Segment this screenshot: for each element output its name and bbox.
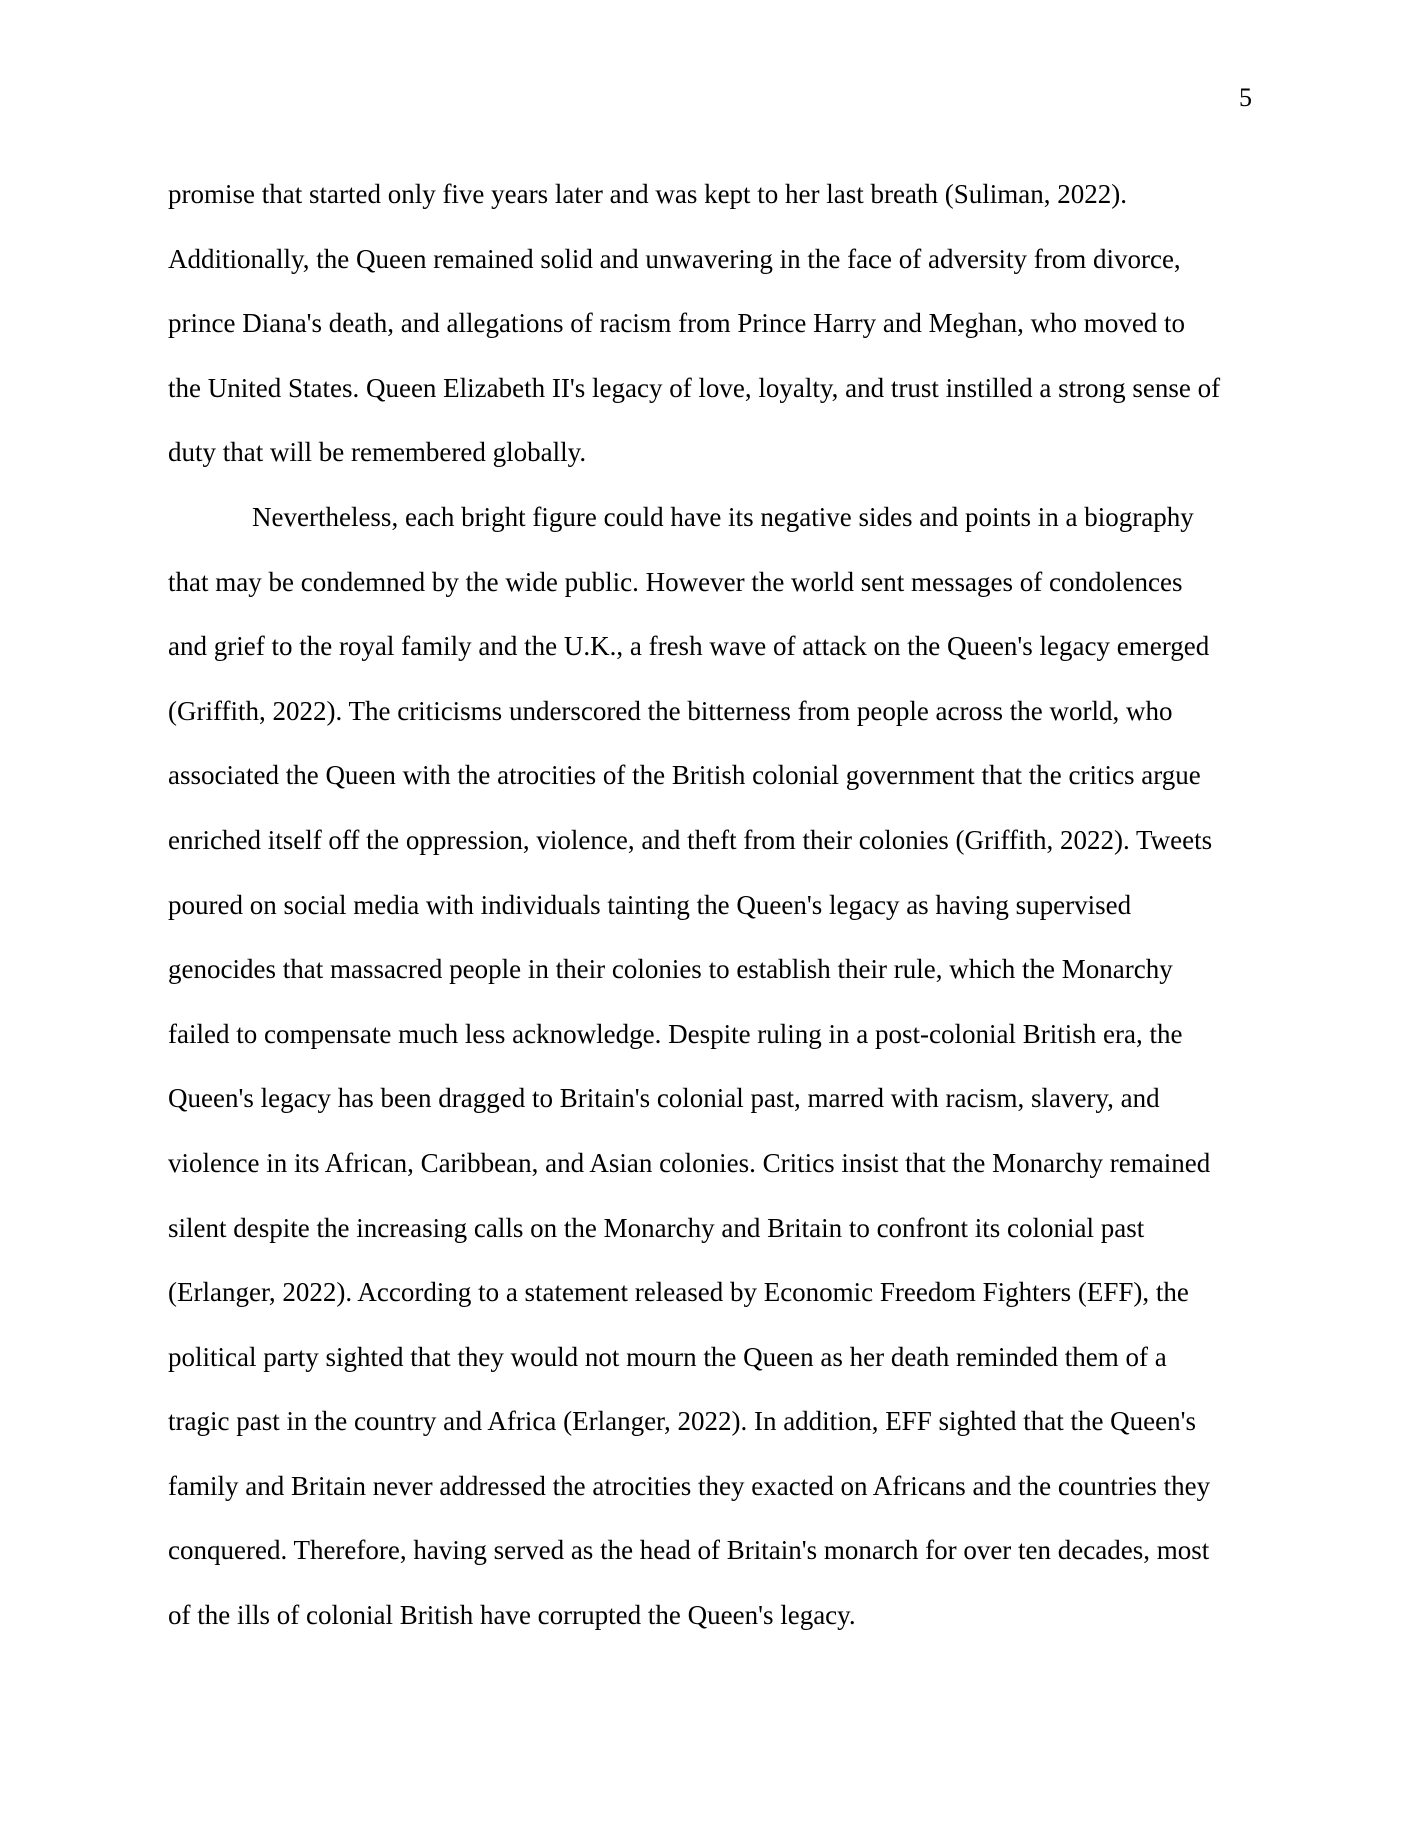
text-line: violence in its African, Caribbean, and Asian colonies. Critics insist that the Monarchy remained xyxy=(168,1147,1211,1178)
text-line: conquered. Therefore, having served as the head of Britain's monarch for over ten decades, most xyxy=(168,1535,1210,1566)
text-line: (Erlanger, 2022). According to a statement released by Economic Freedom Fighters (EFF), the xyxy=(168,1277,1189,1308)
text-line: failed to compensate much less acknowledge. Despite ruling in a post-colonial British era, the xyxy=(168,1018,1183,1049)
text-line: political party sighted that they would not mourn the Queen as her death reminded them of a xyxy=(168,1341,1167,1372)
text-line: prince Diana's death, and allegations of racism from Prince Harry and Meghan, who moved to xyxy=(168,308,1186,339)
text-line: Nevertheless, each bright figure could have its negative sides and points in a biography xyxy=(252,501,1194,532)
page-number: 5 xyxy=(1239,83,1252,112)
text-line: (Griffith, 2022). The criticisms underscored the bitterness from people across the world, who xyxy=(168,695,1173,726)
text-line: that may be condemned by the wide public. However the world sent messages of condolences xyxy=(168,566,1183,597)
text-line: Queen's legacy has been dragged to Britain's colonial past, marred with racism, slavery, and xyxy=(168,1083,1160,1114)
paragraph-2 xyxy=(168,485,1260,1648)
text-line: and grief to the royal family and the U.K., a fresh wave of attack on the Queen's legacy emerged xyxy=(168,631,1210,662)
text-line: promise that started only five years later and was kept to her last breath (Suliman, 2022). xyxy=(168,179,1127,209)
text-line: genocides that massacred people in their colonies to establish their rule, which the Monarchy xyxy=(168,954,1173,985)
document-body xyxy=(168,162,1260,1648)
paragraph-1 xyxy=(168,162,1260,485)
text-line: of the ills of colonial British have corrupted the Queen's legacy. xyxy=(168,1600,856,1631)
text-line: poured on social media with individuals tainting the Queen's legacy as having supervised xyxy=(168,889,1132,920)
text-line: enriched itself off the oppression, violence, and theft from their colonies (Griffith, 2022). Tweets xyxy=(168,824,1213,855)
text-line: silent despite the increasing calls on the Monarchy and Britain to confront its colonial past xyxy=(168,1212,1145,1243)
text-line: duty that will be remembered globally. xyxy=(168,437,587,468)
text-line: Additionally, the Queen remained solid and unwavering in the face of adversity from divorce, xyxy=(168,243,1181,274)
text-line: associated the Queen with the atrocities of the British colonial government that the critics argue xyxy=(168,760,1201,791)
text-line: the United States. Queen Elizabeth II's legacy of love, loyalty, and trust instilled a strong sense of xyxy=(168,372,1221,403)
text-line: family and Britain never addressed the atrocities they exacted on Africans and the countries they xyxy=(168,1470,1211,1501)
text-line: tragic past in the country and Africa (Erlanger, 2022). In addition, EFF sighted that the Queen's xyxy=(168,1406,1197,1437)
